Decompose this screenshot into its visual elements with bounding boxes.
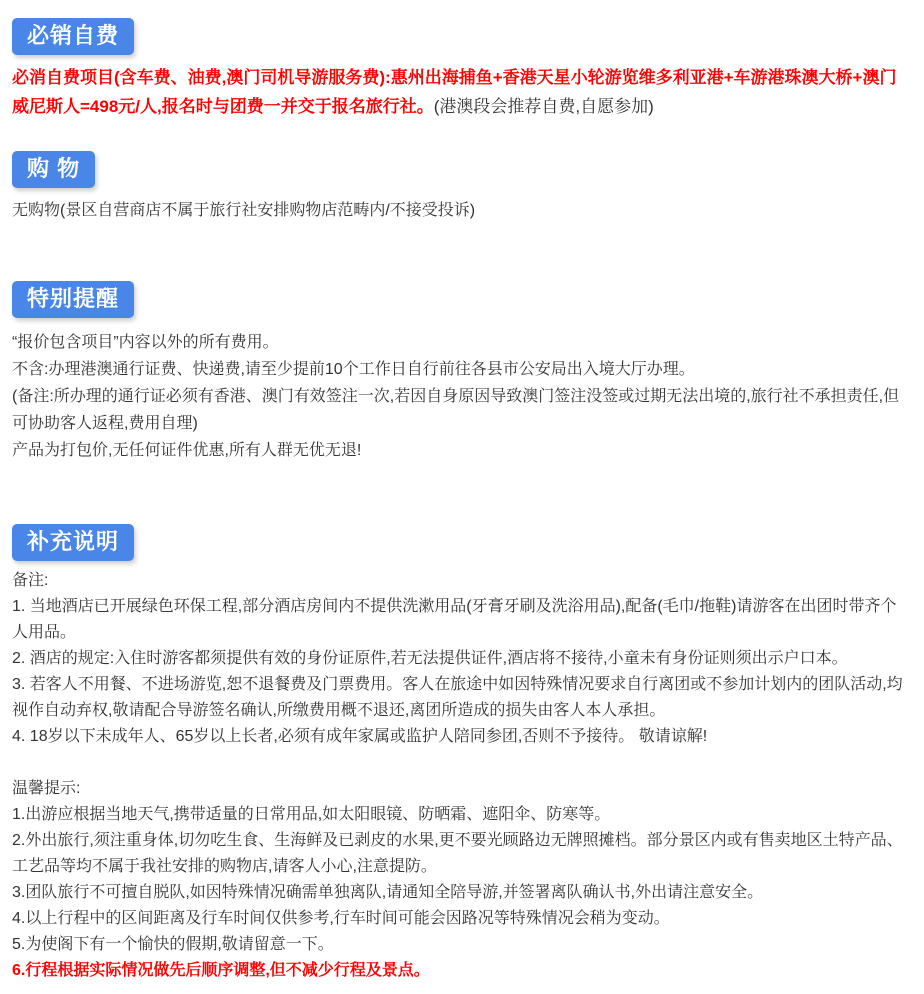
shopping-header-button: 购 物 (12, 151, 95, 188)
self-fee-note-text: (港澳段会推荐自费,自愿参加) (433, 97, 654, 116)
special-reminder-line: 不含:办理港澳通行证费、快递费,请至少提前10个工作日自行前往各县市公安局出入境大厅办理。 (12, 361, 695, 378)
special-reminder-line: 产品为打包价,无任何证件优惠,所有人群无优无退! (12, 442, 362, 459)
remark-item: 1. 当地酒店已开展绿色环保工程,部分酒店房间内不提供洗漱用品(牙膏牙刷及洗浴用品),配备(毛巾/拖鞋)请游客在出团时带齐个人用品。 (12, 598, 897, 641)
section-supplement (12, 524, 912, 984)
tip-item: 4.以上行程中的区间距离及行车时间仅供参考,行车时间可能会因路况等特殊情况会稍为变动。 (12, 910, 670, 927)
special-reminder-body (12, 329, 912, 464)
shopping-text: 无购物(景区自营商店不属于旅行社安排购物店范畴内/不接受投诉) (12, 202, 476, 219)
remark-item: 3. 若客人不用餐、不进场游览,恕不退餐费及门票费用。客人在旅途中如因特殊情况要求自行离团或不参加计划内的团队活动,均视作自动弃权,敬请配合导游签名确认,所缴费用概不退还,离团所造成的损失由客人本人承担。 (12, 676, 903, 719)
self-fee-highlight-text: 必消自费项目(含车费、油费,澳门司机导游服务费):惠州出海捕鱼+香港天星小轮游览维多利亚港+车游港珠澳大桥+澳门威尼斯人=498元/人,报名时与团费一并交于报名旅行社。 (12, 68, 897, 116)
tip-item-highlight: 6.行程根据实际情况做先后顺序调整,但不减少行程及景点。 (12, 962, 430, 979)
tips-heading: 温馨提示: (12, 780, 81, 797)
tip-item: 2.外出旅行,须注重身体,切勿吃生食、生海鲜及已剥皮的水果,更不要光顾路边无牌照摊档。部分景区内或有售卖地区土特产品、工艺品等均不属于我社安排的购物店,请客人小心,注意提防。 (12, 832, 903, 875)
special-reminder-line: (备注:所办理的通行证必须有香港、澳门有效签注一次,若因自身原因导致澳门签注没签或过期无法出境的,旅行社不承担责任,但可协助客人返程,费用自理) (12, 388, 900, 432)
tip-item: 5.为使阁下有一个愉快的假期,敬请留意一下。 (12, 936, 334, 953)
remark-item: 2. 酒店的规定:入住时游客都须提供有效的身份证原件,若无法提供证件,酒店将不接待,小童未有身份证则须出示户口本。 (12, 650, 848, 667)
section-special-reminder (12, 281, 912, 464)
tip-item: 1.出游应根据当地天气,携带适量的日常用品,如太阳眼镜、防晒霜、遮阳伞、防寒等。 (12, 806, 611, 823)
remark-item: 4. 18岁以下未成年人、65岁以上长者,必须有成年家属或监护人陪同参团,否则不予接待。 敬请谅解! (12, 728, 708, 745)
supplement-header-button: 补充说明 (12, 524, 134, 561)
mandatory-self-fee-header-button: 必销自费 (12, 18, 134, 55)
section-shopping (12, 151, 912, 225)
special-reminder-line: “报价包含项目”内容以外的所有费用。 (12, 334, 279, 351)
remarks-heading: 备注: (12, 572, 49, 589)
supplement-remarks (12, 568, 912, 750)
supplement-tips (12, 776, 912, 984)
section-mandatory-self-fee (12, 18, 912, 121)
special-reminder-header-button: 特别提醒 (12, 281, 134, 318)
tip-item: 3.团队旅行不可擅自脱队,如因特殊情况确需单独离队,请通知全陪导游,并签署离队确认书,外出请注意安全。 (12, 884, 764, 901)
mandatory-self-fee-paragraph (12, 63, 912, 121)
